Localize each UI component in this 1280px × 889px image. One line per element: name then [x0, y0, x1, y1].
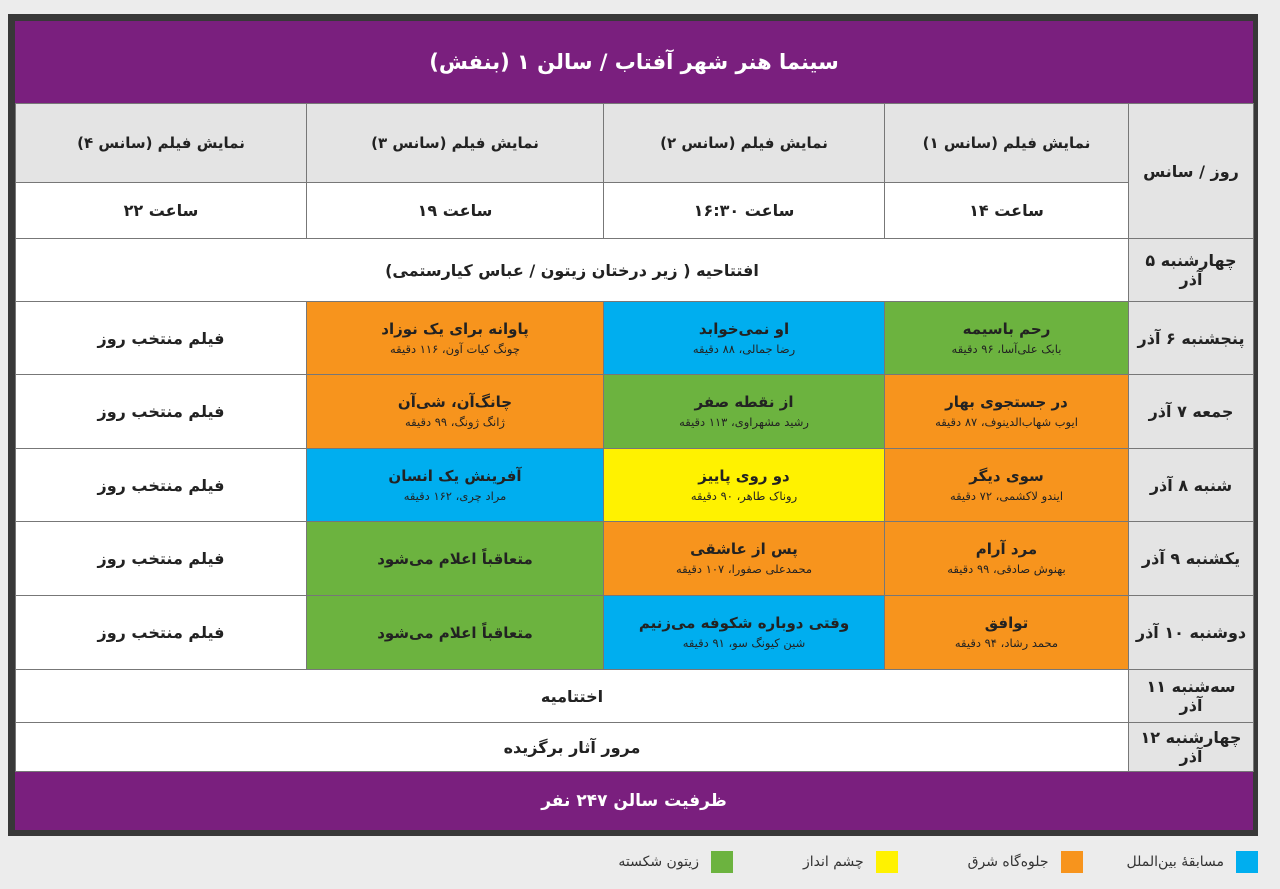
film-cell	[604, 449, 885, 522]
film-cell	[885, 375, 1129, 449]
session-1-time: ساعت ۱۴	[885, 183, 1129, 239]
schedule-row	[16, 596, 1254, 670]
film-title: در جستجوی بهار	[945, 393, 1068, 411]
film-cell	[307, 522, 604, 596]
film-info: ایندو لاکشمی، ۷۲ دقیقه	[949, 488, 1064, 503]
film-title: رحم باسیمه	[962, 319, 1051, 338]
film-cell	[307, 375, 604, 449]
film-info: ایوب شهاب‌الدینوف، ۸۷ دقیقه	[935, 415, 1078, 429]
legend-label: مسابقهٔ بین‌الملل	[1126, 854, 1224, 870]
film-cell	[885, 596, 1129, 670]
schedule-table	[15, 103, 1254, 772]
day-label: جمعه ۷ آذر	[1129, 375, 1254, 449]
session-3-time: ساعت ۱۹	[307, 183, 604, 239]
selected-film-cell: فیلم منتخب روز	[16, 596, 307, 670]
legend-item-perspective	[803, 851, 898, 873]
closing-event: اختتامیه	[16, 670, 1129, 723]
film-info: مراد چری، ۱۶۲ دقیقه	[403, 488, 507, 503]
day-label: چهارشنبه ۵ آذر	[1129, 239, 1254, 302]
legend-label: چشم انداز	[802, 854, 864, 870]
tba-text: متعاقباً اعلام می‌شود	[377, 550, 533, 568]
film-cell	[604, 302, 885, 375]
legend	[0, 842, 1280, 882]
selected-film-cell: فیلم منتخب روز	[16, 302, 307, 375]
film-title: او نمی‌خوابد	[698, 319, 790, 338]
page-title: سینما هنر شهر آفتاب / سالن ۱ (بنفش)	[15, 21, 1253, 103]
film-cell	[885, 302, 1129, 375]
film-title: توافق	[984, 614, 1029, 632]
film-cell	[307, 302, 604, 375]
film-info: ژانگ ژونگ، ۹۹ دقیقه	[405, 415, 505, 429]
opening-row	[16, 239, 1254, 302]
blue-swatch	[1236, 851, 1258, 873]
session-1-header: نمایش فیلم (سانس ۱)	[885, 104, 1129, 183]
day-label: چهارشنبه ۱۲ آذر	[1129, 723, 1254, 772]
session-2-time: ساعت ۱۶:۳۰	[604, 183, 885, 239]
film-info: روناک طاهر، ۹۰ دقیقه	[690, 488, 798, 503]
opening-event: افتتاحیه ( زیر درختان زیتون / عباس کیارستمی)	[16, 239, 1129, 302]
film-title: پس از عاشقی	[690, 540, 798, 558]
selected-film-cell: فیلم منتخب روز	[16, 522, 307, 596]
selected-film-cell: فیلم منتخب روز	[16, 375, 307, 449]
schedule-row	[16, 522, 1254, 596]
legend-label: زیتون شکسته	[618, 854, 699, 870]
film-title: چانگ‌آن، شی‌آن	[397, 393, 513, 411]
film-info: بابک علی‌آسا، ۹۶ دقیقه	[951, 341, 1062, 356]
closing-row	[16, 670, 1254, 723]
yellow-swatch	[876, 851, 898, 873]
capacity-bar: ظرفیت سالن ۲۴۷ نفر	[15, 772, 1253, 830]
green-swatch	[711, 851, 733, 873]
film-title: وقتی دوباره شکوفه می‌زنیم	[638, 614, 850, 632]
film-cell	[604, 596, 885, 670]
day-label: دوشنبه ۱۰ آذر	[1129, 596, 1254, 670]
legend-item-broken-olive	[618, 851, 733, 873]
review-row	[16, 723, 1254, 772]
film-info: محمد رشاد، ۹۴ دقیقه	[954, 636, 1059, 650]
schedule-row	[16, 302, 1254, 375]
film-title: سوی دیگر	[969, 466, 1044, 485]
day-session-header: روز / سانس	[1129, 104, 1254, 239]
film-cell	[885, 522, 1129, 596]
legend-item-east	[968, 851, 1083, 873]
legend-item-international	[1127, 851, 1258, 873]
film-cell	[604, 522, 885, 596]
orange-swatch	[1061, 851, 1083, 873]
film-info: بهنوش صادقی، ۹۹ دقیقه	[947, 562, 1066, 576]
session-2-header: نمایش فیلم (سانس ۲)	[604, 104, 885, 183]
day-label: سه‌شنبه ۱۱ آذر	[1129, 670, 1254, 723]
schedule-row	[16, 375, 1254, 449]
legend-label: جلوه‌گاه شرق	[967, 854, 1049, 870]
session-4-time: ساعت ۲۲	[16, 183, 307, 239]
film-cell	[307, 596, 604, 670]
day-label: شنبه ۸ آذر	[1129, 449, 1254, 522]
film-info: محمدعلی صفورا، ۱۰۷ دقیقه	[675, 562, 813, 576]
tba-text: متعاقباً اعلام می‌شود	[377, 624, 533, 642]
header-row	[16, 104, 1254, 183]
session-4-header: نمایش فیلم (سانس ۴)	[16, 104, 307, 183]
film-cell	[885, 449, 1129, 522]
time-row	[16, 183, 1254, 239]
film-title: دو روی پاییز	[698, 466, 790, 485]
day-label: پنجشنبه ۶ آذر	[1129, 302, 1254, 375]
film-cell	[307, 449, 604, 522]
film-title: آفرینش یک انسان	[388, 466, 522, 485]
review-event: مرور آثار برگزیده	[16, 723, 1129, 772]
film-title: مرد آرام	[975, 540, 1038, 558]
film-info: رضا جمالی، ۸۸ دقیقه	[692, 341, 796, 356]
film-info: رشید مشهراوی، ۱۱۳ دقیقه	[679, 415, 809, 429]
session-3-header: نمایش فیلم (سانس ۳)	[307, 104, 604, 183]
day-label: یکشنبه ۹ آذر	[1129, 522, 1254, 596]
schedule-row	[16, 449, 1254, 522]
selected-film-cell: فیلم منتخب روز	[16, 449, 307, 522]
film-info: چونگ کیات آون، ۱۱۶ دقیقه	[390, 341, 520, 356]
film-cell	[604, 375, 885, 449]
film-title: از نقطه صفر	[694, 393, 794, 411]
film-info: شین کیونگ سو، ۹۱ دقیقه	[682, 636, 806, 650]
film-title: پاوانه برای یک نوزاد	[381, 319, 529, 338]
